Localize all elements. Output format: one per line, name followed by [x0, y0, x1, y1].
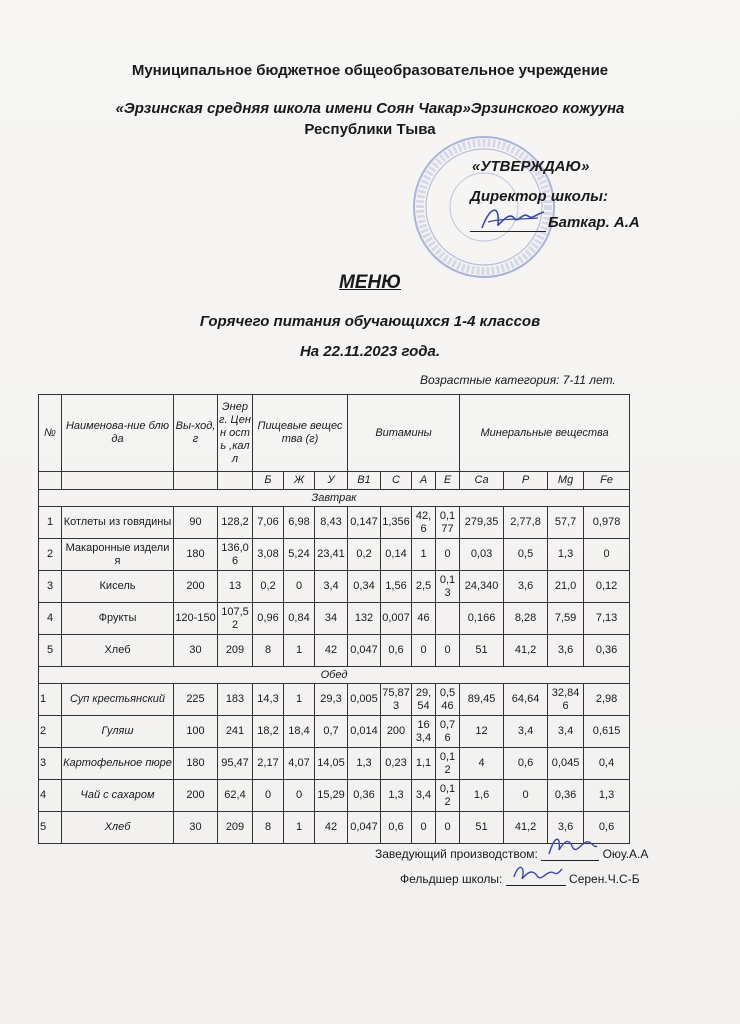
table-cell: 3 — [39, 571, 62, 603]
table-row — [39, 780, 630, 812]
table-cell: 225 — [174, 684, 218, 716]
dish-name: Хлеб — [62, 635, 174, 667]
table-cell: 0,23 — [381, 748, 412, 780]
table-cell: 18,4 — [284, 716, 315, 748]
table-cell: 2,98 — [584, 684, 630, 716]
dish-name: Макаронные изделия — [62, 539, 174, 571]
table-cell: 12 — [460, 716, 504, 748]
table-cell: 0,34 — [348, 571, 381, 603]
subheader-cell: Е — [436, 472, 460, 490]
table-cell: 0 — [504, 780, 548, 812]
table-cell: 0 — [284, 571, 315, 603]
director-signature-line — [470, 231, 546, 232]
subheader-cell: Б — [253, 472, 284, 490]
subheader-empty — [174, 472, 218, 490]
table-cell: 1 — [39, 507, 62, 539]
table-cell: 30 — [174, 812, 218, 844]
table-cell: 132 — [348, 603, 381, 635]
table-cell: 0,014 — [348, 716, 381, 748]
approval-position: Директор школы: — [470, 188, 608, 205]
menu-subtitle: Горячего питания обучающихся 1-4 классов — [199, 313, 541, 330]
table-cell: 128,2 — [218, 507, 253, 539]
table-cell: 42 — [315, 635, 348, 667]
section-title: Завтрак — [39, 490, 630, 507]
school-name-line3: Республики Тыва — [304, 121, 436, 138]
table-cell: 0,36 — [584, 635, 630, 667]
subheader-cell: В1 — [348, 472, 381, 490]
director-name: Баткар. А.А — [548, 214, 640, 231]
table-cell: 14,05 — [315, 748, 348, 780]
medic-name: Серен.Ч.С-Б — [569, 872, 640, 886]
table-cell: 0,615 — [584, 716, 630, 748]
table-cell: 0,36 — [548, 780, 584, 812]
table-row — [39, 635, 630, 667]
table-cell: 90 — [174, 507, 218, 539]
subheader-cell: У — [315, 472, 348, 490]
table-cell: 0,147 — [348, 507, 381, 539]
table-cell: 0,14 — [381, 539, 412, 571]
table-cell: 120-150 — [174, 603, 218, 635]
subheader-cell: А — [412, 472, 436, 490]
table-cell: 0,03 — [460, 539, 504, 571]
table-cell: 0,36 — [348, 780, 381, 812]
table-cell: 24,340 — [460, 571, 504, 603]
dish-name: Кисель — [62, 571, 174, 603]
menu-date: На 22.11.2023 года. — [299, 343, 441, 360]
manager-label: Заведующий производством: — [375, 847, 538, 861]
table-cell: 3,4 — [412, 780, 436, 812]
medic-signature-icon — [510, 859, 564, 885]
table-cell: 0 — [436, 812, 460, 844]
table-cell: 41,2 — [504, 812, 548, 844]
table-cell: 3,08 — [253, 539, 284, 571]
table-cell: 0,166 — [460, 603, 504, 635]
table-cell — [436, 603, 460, 635]
table-cell: 0 — [584, 539, 630, 571]
table-row — [39, 716, 630, 748]
table-cell: 0,12 — [584, 571, 630, 603]
dish-name: Фрукты — [62, 603, 174, 635]
table-cell: 1 — [284, 684, 315, 716]
table-cell: 4,07 — [284, 748, 315, 780]
table-cell: 18,2 — [253, 716, 284, 748]
table-cell: 29,54 — [412, 684, 436, 716]
subheader-cell: Mg — [548, 472, 584, 490]
table-cell: 8 — [253, 635, 284, 667]
table-cell: 209 — [218, 812, 253, 844]
table-cell: 0,2 — [348, 539, 381, 571]
table-cell: 163,4 — [412, 716, 436, 748]
table-cell: 0 — [436, 539, 460, 571]
medic-signature-line — [506, 873, 566, 886]
table-cell: 3,4 — [315, 571, 348, 603]
table-row — [39, 507, 630, 539]
table-cell: 4 — [39, 780, 62, 812]
table-cell: 0,12 — [436, 748, 460, 780]
table-cell: 0,978 — [584, 507, 630, 539]
school-name-line2: «Эрзинская средняя школа имени Соян Чакар»Эрзинского кожууна — [115, 100, 625, 117]
table-cell: 0,6 — [381, 812, 412, 844]
table-cell: 5,24 — [284, 539, 315, 571]
table-cell: 136,06 — [218, 539, 253, 571]
subheader-empty — [39, 472, 62, 490]
medic-label: Фельдшер школы: — [400, 872, 503, 886]
table-cell: 0,546 — [436, 684, 460, 716]
table-cell: 51 — [460, 635, 504, 667]
subheader-cell: Са — [460, 472, 504, 490]
table-cell: 7,13 — [584, 603, 630, 635]
table-cell: 1 — [284, 635, 315, 667]
page-title: МЕНЮ — [338, 272, 402, 293]
table-cell: 1 — [39, 684, 62, 716]
table-cell: 0,2 — [253, 571, 284, 603]
table-cell: 29,3 — [315, 684, 348, 716]
table-cell: 95,47 — [218, 748, 253, 780]
table-cell: 1,1 — [412, 748, 436, 780]
table-row — [39, 812, 630, 844]
table-cell: 0,76 — [436, 716, 460, 748]
table-cell: 1,356 — [381, 507, 412, 539]
table-cell: 0,177 — [436, 507, 460, 539]
dish-name: Суп крестьянский — [62, 684, 174, 716]
table-cell: 3,6 — [548, 812, 584, 844]
table-cell: 8 — [253, 812, 284, 844]
table-cell: 3 — [39, 748, 62, 780]
dish-name: Картофельное пюре — [62, 748, 174, 780]
table-cell: 1,56 — [381, 571, 412, 603]
table-cell: 51 — [460, 812, 504, 844]
table-cell: 107,52 — [218, 603, 253, 635]
medic-signature-block — [400, 872, 640, 886]
table-cell: 3,4 — [504, 716, 548, 748]
table-cell: 0 — [412, 635, 436, 667]
table-cell: 15,29 — [315, 780, 348, 812]
table-cell: 0 — [253, 780, 284, 812]
table-cell: 7,06 — [253, 507, 284, 539]
approval-heading: «УТВЕРЖДАЮ» — [472, 158, 590, 175]
table-cell: 0,12 — [436, 780, 460, 812]
table-cell: 5 — [39, 635, 62, 667]
table-cell: 4 — [39, 603, 62, 635]
dish-name: Чай с сахаром — [62, 780, 174, 812]
table-cell: 8,43 — [315, 507, 348, 539]
table-cell: 1,6 — [460, 780, 504, 812]
table-cell: 14,3 — [253, 684, 284, 716]
table-cell: 7,59 — [548, 603, 584, 635]
table-cell: 5 — [39, 812, 62, 844]
table-cell: 100 — [174, 716, 218, 748]
table-cell: 1,3 — [584, 780, 630, 812]
table-cell: 1,3 — [548, 539, 584, 571]
table-cell: 46 — [412, 603, 436, 635]
table-cell: 23,41 — [315, 539, 348, 571]
table-cell: 32,846 — [548, 684, 584, 716]
table-cell: 6,98 — [284, 507, 315, 539]
table-cell: 0,047 — [348, 635, 381, 667]
table-cell: 0,5 — [504, 539, 548, 571]
manager-signature-icon — [543, 832, 599, 860]
menu-table — [38, 394, 630, 844]
table-cell: 42 — [315, 812, 348, 844]
table-cell: 3,4 — [548, 716, 584, 748]
table-cell: 89,45 — [460, 684, 504, 716]
table-cell: 2,77,8 — [504, 507, 548, 539]
table-cell: 1,3 — [381, 780, 412, 812]
header-yield: Вы-ход,г — [174, 395, 218, 472]
table-cell: 0,7 — [315, 716, 348, 748]
table-cell: 0,007 — [381, 603, 412, 635]
table-cell: 200 — [174, 571, 218, 603]
table-cell: 4 — [460, 748, 504, 780]
subheader-cell: Fe — [584, 472, 630, 490]
section-row — [39, 490, 630, 507]
table-cell: 62,4 — [218, 780, 253, 812]
table-cell: 42,6 — [412, 507, 436, 539]
table-cell: 0 — [436, 635, 460, 667]
header-dish-name: Наименова-ние блюда — [62, 395, 174, 472]
subheader-row — [39, 472, 630, 490]
table-cell: 180 — [174, 539, 218, 571]
subheader-empty — [62, 472, 174, 490]
table-cell: 1 — [284, 812, 315, 844]
table-cell: 0,13 — [436, 571, 460, 603]
table-cell: 21,0 — [548, 571, 584, 603]
section-title: Обед — [39, 667, 630, 684]
table-cell: 0,6 — [381, 635, 412, 667]
table-cell: 0,96 — [253, 603, 284, 635]
dish-name: Котлеты из говядины — [62, 507, 174, 539]
table-cell: 0 — [412, 812, 436, 844]
table-cell: 0,005 — [348, 684, 381, 716]
table-cell: 8,28 — [504, 603, 548, 635]
table-cell: 13 — [218, 571, 253, 603]
header-minerals: Минеральные вещества — [460, 395, 630, 472]
table-cell: 75,873 — [381, 684, 412, 716]
table-cell: 183 — [218, 684, 253, 716]
table-cell: 2 — [39, 716, 62, 748]
subheader-empty — [218, 472, 253, 490]
header-vitamins: Витамины — [348, 395, 460, 472]
table-cell: 279,35 — [460, 507, 504, 539]
table-cell: 180 — [174, 748, 218, 780]
table-cell: 57,7 — [548, 507, 584, 539]
subheader-cell: С — [381, 472, 412, 490]
table-cell: 3,6 — [504, 571, 548, 603]
table-cell: 241 — [218, 716, 253, 748]
table-cell: 34 — [315, 603, 348, 635]
table-cell: 0,047 — [348, 812, 381, 844]
table-cell: 2,5 — [412, 571, 436, 603]
table-cell: 2 — [39, 539, 62, 571]
table-cell: 0,045 — [548, 748, 584, 780]
age-category: Возрастные категория: 7-11 лет. — [420, 373, 616, 387]
table-cell: 2,17 — [253, 748, 284, 780]
header-nutrients: Пищевые вещества (г) — [253, 395, 348, 472]
table-row — [39, 603, 630, 635]
table-cell: 0 — [284, 780, 315, 812]
table-row — [39, 539, 630, 571]
subheader-cell: Ж — [284, 472, 315, 490]
table-cell: 1,3 — [348, 748, 381, 780]
table-cell: 0,6 — [504, 748, 548, 780]
table-cell: 1 — [412, 539, 436, 571]
table-cell: 0,6 — [584, 812, 630, 844]
school-name-line1: Муниципальное бюджетное общеобразовательное учреждение — [131, 62, 609, 79]
table-cell: 0,4 — [584, 748, 630, 780]
table-cell: 41,2 — [504, 635, 548, 667]
section-row — [39, 667, 630, 684]
table-cell: 209 — [218, 635, 253, 667]
dish-name: Хлеб — [62, 812, 174, 844]
table-row — [39, 748, 630, 780]
manager-name: Оюу.А.А — [602, 847, 649, 861]
header-num: № — [39, 395, 62, 472]
table-row — [39, 684, 630, 716]
table-cell: 200 — [174, 780, 218, 812]
table-cell: 64,64 — [504, 684, 548, 716]
table-cell: 200 — [381, 716, 412, 748]
dish-name: Гуляш — [62, 716, 174, 748]
table-cell: 30 — [174, 635, 218, 667]
table-row — [39, 571, 630, 603]
table-cell: 0,84 — [284, 603, 315, 635]
subheader-cell: Р — [504, 472, 548, 490]
header-energy: Энер г. Ценн ость ,калл — [218, 395, 253, 472]
table-cell: 3,6 — [548, 635, 584, 667]
